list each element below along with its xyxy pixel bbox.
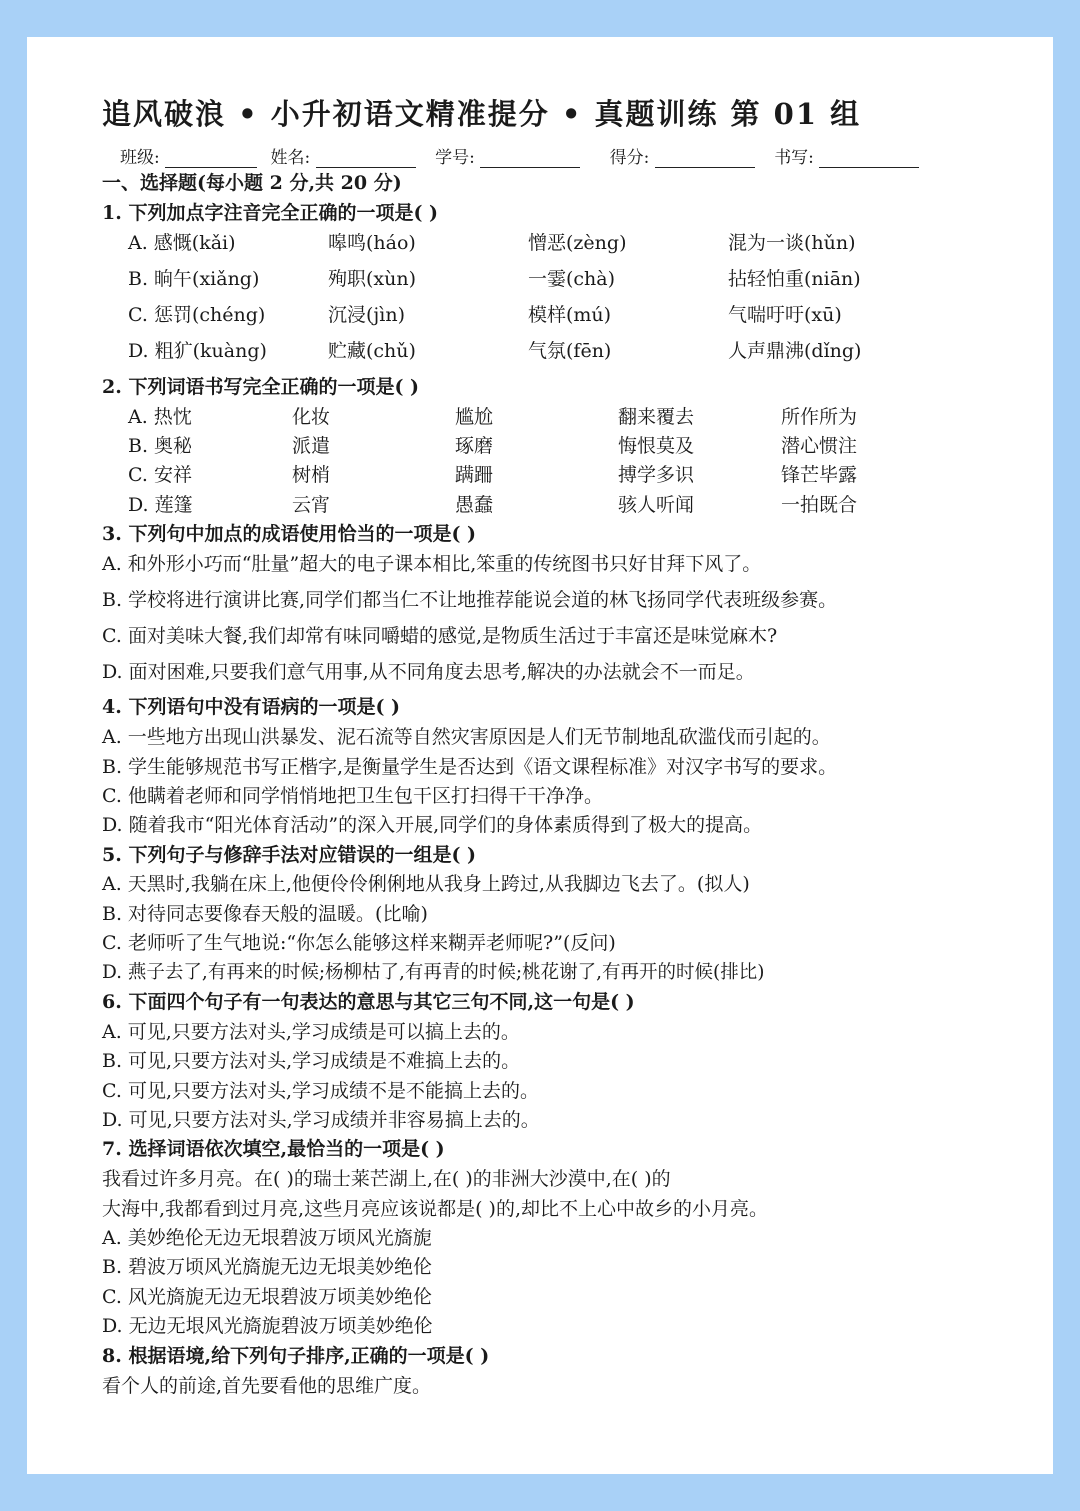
- question-6-option-a: A. 可见,只要方法对头,学习成绩是可以搞上去的。: [102, 1021, 520, 1043]
- writing-label: 书写:: [774, 148, 814, 168]
- score-label: 得分:: [609, 148, 650, 168]
- option-cell: 贮藏(chǔ): [328, 340, 416, 362]
- option-cell: 树梢: [292, 464, 331, 486]
- question-6-stem: 6. 下面四个句子有一句表达的意思与其它三句不同,这一句是( ): [102, 991, 635, 1013]
- question-2-stem: 2. 下列词语书写完全正确的一项是( ): [102, 376, 420, 398]
- question-7-option-c: C. 风光旖旎无边无垠碧波万顷美妙绝伦: [102, 1286, 432, 1308]
- score-blank[interactable]: [655, 151, 755, 168]
- option-cell: 一拍既合: [781, 494, 858, 516]
- question-6-option-c: C. 可见,只要方法对头,学习成绩不是不能搞上去的。: [102, 1080, 540, 1102]
- question-7-option-a: A. 美妙绝伦无边无垠碧波万顷风光旖旎: [102, 1227, 432, 1249]
- page-title: 追风破浪 • 小升初语文精准提分 • 真题训练 第 01 组: [102, 97, 862, 131]
- question-5-option-c: C. 老师听了生气地说:“你怎么能够这样来糊弄老师呢?”(反问): [102, 932, 616, 954]
- option-cell: D. 莲篷: [128, 494, 193, 516]
- option-cell: C. 惩罚(chéng): [128, 304, 266, 326]
- class-label: 班级:: [120, 148, 160, 168]
- option-cell: A. 热忱: [128, 406, 192, 428]
- option-cell: 琢磨: [455, 435, 494, 457]
- question-4-option-a: A. 一些地方出现山洪暴发、泥石流等自然灾害原因是人们无节制地乱砍滥伐而引起的。: [102, 726, 831, 748]
- question-6-option-b: B. 可见,只要方法对头,学习成绩是不难搞上去的。: [102, 1050, 521, 1072]
- student-id-label: 学号:: [435, 148, 475, 168]
- class-blank[interactable]: [165, 151, 257, 168]
- option-cell: 人声鼎沸(dǐng): [728, 340, 862, 362]
- option-cell: 气氛(fēn): [528, 340, 612, 362]
- option-cell: B. 奥秘: [128, 435, 193, 457]
- question-3-stem: 3. 下列句中加点的成语使用恰当的一项是( ): [102, 523, 477, 545]
- option-cell: 蹒跚: [455, 464, 494, 486]
- writing-blank[interactable]: [819, 151, 919, 168]
- question-8-passage-line-1: 看个人的前途,首先要看他的思维广度。: [102, 1375, 432, 1397]
- question-7-passage-line-1: 我看过许多月亮。在( )的瑞士莱芒湖上,在( )的非洲大沙漠中,在( )的: [102, 1168, 671, 1190]
- question-3-option-a: A. 和外形小巧而“肚量”超大的电子课本相比,笨重的传统图书只好甘拜下风了。: [102, 553, 762, 575]
- option-cell: D. 粗犷(kuàng): [128, 340, 267, 362]
- option-cell: 骇人听闻: [618, 494, 695, 516]
- option-cell: 殉职(xùn): [328, 268, 417, 290]
- student-id-blank[interactable]: [480, 151, 580, 168]
- question-3-option-c: C. 面对美味大餐,我们却常有味同嚼蜡的感觉,是物质生活过于丰富还是味觉麻木?: [102, 625, 778, 647]
- student-info-row: [120, 143, 927, 168]
- question-3-option-b: B. 学校将进行演讲比赛,同学们都当仁不让地推荐能说会道的林飞扬同学代表班级参赛。: [102, 589, 838, 611]
- option-cell: 悔恨莫及: [618, 435, 695, 457]
- option-cell: C. 安祥: [128, 464, 192, 486]
- question-4-stem: 4. 下列语句中没有语病的一项是( ): [102, 696, 401, 718]
- option-cell: 云宵: [292, 494, 331, 516]
- option-cell: B. 晌午(xiǎng): [128, 268, 260, 290]
- option-cell: 愚蠢: [455, 494, 494, 516]
- name-label: 姓名:: [270, 148, 311, 168]
- option-cell: 派遣: [292, 435, 331, 457]
- option-cell: 化妆: [292, 406, 331, 428]
- question-7-option-b: B. 碧波万顷风光旖旎无边无垠美妙绝伦: [102, 1256, 433, 1278]
- question-7-option-d: D. 无边无垠风光旖旎碧波万顷美妙绝伦: [102, 1315, 433, 1337]
- option-cell: 所作所为: [781, 406, 858, 428]
- option-cell: 气喘吁吁(xū): [728, 304, 842, 326]
- option-cell: 翻来覆去: [618, 406, 695, 428]
- question-5-stem: 5. 下列句子与修辞手法对应错误的一组是( ): [102, 844, 477, 866]
- section-heading: 一、选择题(每小题 2 分,共 20 分): [102, 172, 402, 194]
- option-cell: A. 感慨(kǎi): [128, 232, 236, 254]
- question-7-passage-line-2: 大海中,我都看到过月亮,这些月亮应该说都是( )的,却比不上心中故乡的小月亮。: [102, 1198, 768, 1220]
- option-cell: 沉浸(jìn): [328, 304, 406, 326]
- option-cell: 混为一谈(hǔn): [728, 232, 856, 254]
- question-6-option-d: D. 可见,只要方法对头,学习成绩并非容易搞上去的。: [102, 1109, 540, 1131]
- option-cell: 憎恶(zèng): [528, 232, 627, 254]
- option-cell: 搏学多识: [618, 464, 695, 486]
- question-4-option-c: C. 他瞒着老师和同学悄悄地把卫生包干区打扫得干干净净。: [102, 785, 603, 807]
- question-5-option-a: A. 天黑时,我躺在床上,他便伶伶俐俐地从我身上跨过,从我脚边飞去了。(拟人): [102, 873, 750, 895]
- question-3-option-d: D. 面对困难,只要我们意气用事,从不同角度去思考,解决的办法就会不一而足。: [102, 661, 755, 683]
- question-4-option-d: D. 随着我市“阳光体育活动”的深入开展,同学们的身体素质得到了极大的提高。: [102, 814, 763, 836]
- option-cell: 一霎(chà): [528, 268, 616, 290]
- question-5-option-d: D. 燕子去了,有再来的时候;杨柳枯了,有再青的时候;桃花谢了,有再开的时候(排比): [102, 962, 765, 983]
- question-4-option-b: B. 学生能够规范书写正楷字,是衡量学生是否达到《语文课程标准》对汉字书写的要求。: [102, 756, 838, 778]
- question-5-option-b: B. 对待同志要像春天般的温暖。(比喻): [102, 903, 428, 925]
- question-1-stem: 1. 下列加点字注音完全正确的一项是( ): [102, 202, 439, 224]
- question-8-stem: 8. 根据语境,给下列句子排序,正确的一项是( ): [102, 1345, 490, 1367]
- question-7-stem: 7. 选择词语依次填空,最恰当的一项是( ): [102, 1138, 445, 1160]
- name-blank[interactable]: [316, 151, 416, 168]
- option-cell: 潜心惯注: [781, 435, 858, 457]
- option-cell: 锋芒毕露: [781, 464, 858, 486]
- option-cell: 拈轻怕重(niān): [728, 268, 861, 290]
- option-cell: 尴尬: [455, 406, 494, 428]
- option-cell: 模样(mú): [528, 304, 612, 326]
- option-cell: 嗥鸣(háo): [328, 232, 416, 254]
